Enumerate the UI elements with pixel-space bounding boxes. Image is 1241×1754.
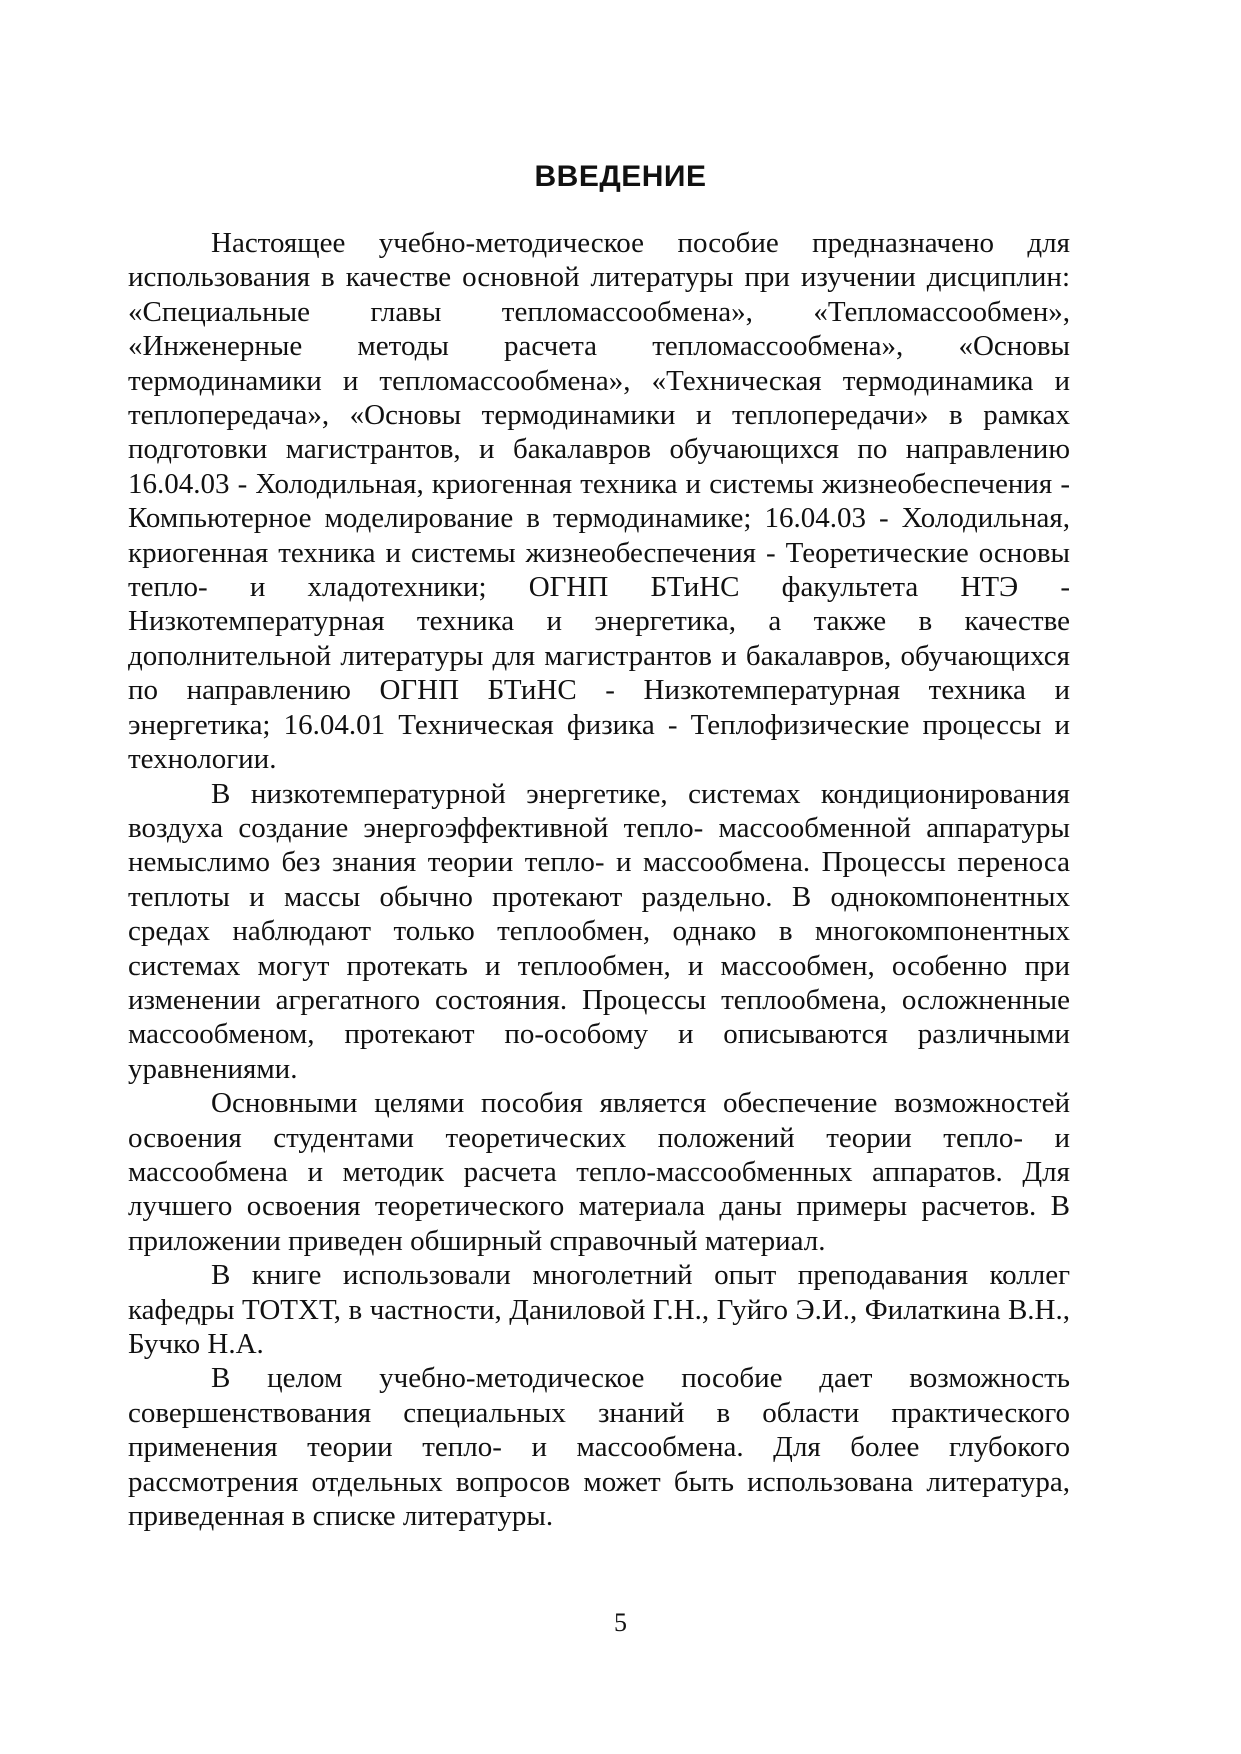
paragraph-conclusion: В целом учебно-методическое пособие дает возможность совершенствования специальных знаний в области практического применения теории тепло- и массообмена. Для более глубокого рассмотрения отдельных вопросов может быть использована литература, приведенная в списке литературы. (128, 1362, 1070, 1533)
paragraph-context: В низкотемпературной энергетике, системах кондиционирования воздуха создание энергоэффективной тепло- массообменной аппаратуры немыслимо без знания теории тепло- и массообмена. Процессы переноса теплоты и массы обычно протекают раздельно. В однокомпонентных средах наблюдают только теплообмен, однако в многокомпонентных системах могут протекать и теплообмен, и массообмен, особенно при изменении агрегатного состояния. Процессы теплообмена, осложненные массообменом, протекают по-особому и описываются различными уравнениями. (128, 777, 1070, 1085)
paragraph-acknowledgements: В книге использовали многолетний опыт преподавания коллег кафедры ТОТХТ, в частности, Даниловой Г.Н., Гуйго Э.И., Филаткина В.Н., Бучко Н.А. (128, 1259, 1070, 1360)
page-title: ВВЕДЕНИЕ (534, 160, 707, 193)
paragraph-goals: Основными целями пособия является обеспечение возможностей освоения студентами теоретических положений теории тепло- и массообмена и методик расчета тепло-массообменных аппаратов. Для лучшего освоения теоретического материала даны примеры расчетов. В приложении приведен обширный справочный материал. (128, 1087, 1070, 1257)
body-text (128, 226, 1070, 1533)
page-number: 5 (614, 1608, 627, 1637)
paragraph-purpose: Настоящее учебно-методическое пособие предназначено для использования в качестве основной литературы при изучении дисциплин: «Специальные главы тепломассообмена», «Тепломассообмен», «Инженерные методы расчета тепломассообмена», «Основы термодинамики и тепломассообмена», «Техническая термодинамика и теплопередача», «Основы термодинамики и теплопередачи» в рамках подготовки магистрантов, и бакалавров обучающихся по направлению 16.04.03 - Холодильная, криогенная техника и системы жизнеобеспечения - Компьютерное моделирование в термодинамике; 16.04.03 - Холодильная, криогенная техника и системы жизнеобеспечения - Теоретические основы тепло- и хладотехники; ОГНП БТиНС факультета НТЭ - Низкотемпературная техника и энергетика, а также в качестве дополнительной литературы для магистрантов и бакалавров, обучающихся по направлению ОГНП БТиНС - Низкотемпературная техника и энергетика; 16.04.01 Техническая физика - Теплофизические процессы и технологии. (128, 227, 1070, 776)
